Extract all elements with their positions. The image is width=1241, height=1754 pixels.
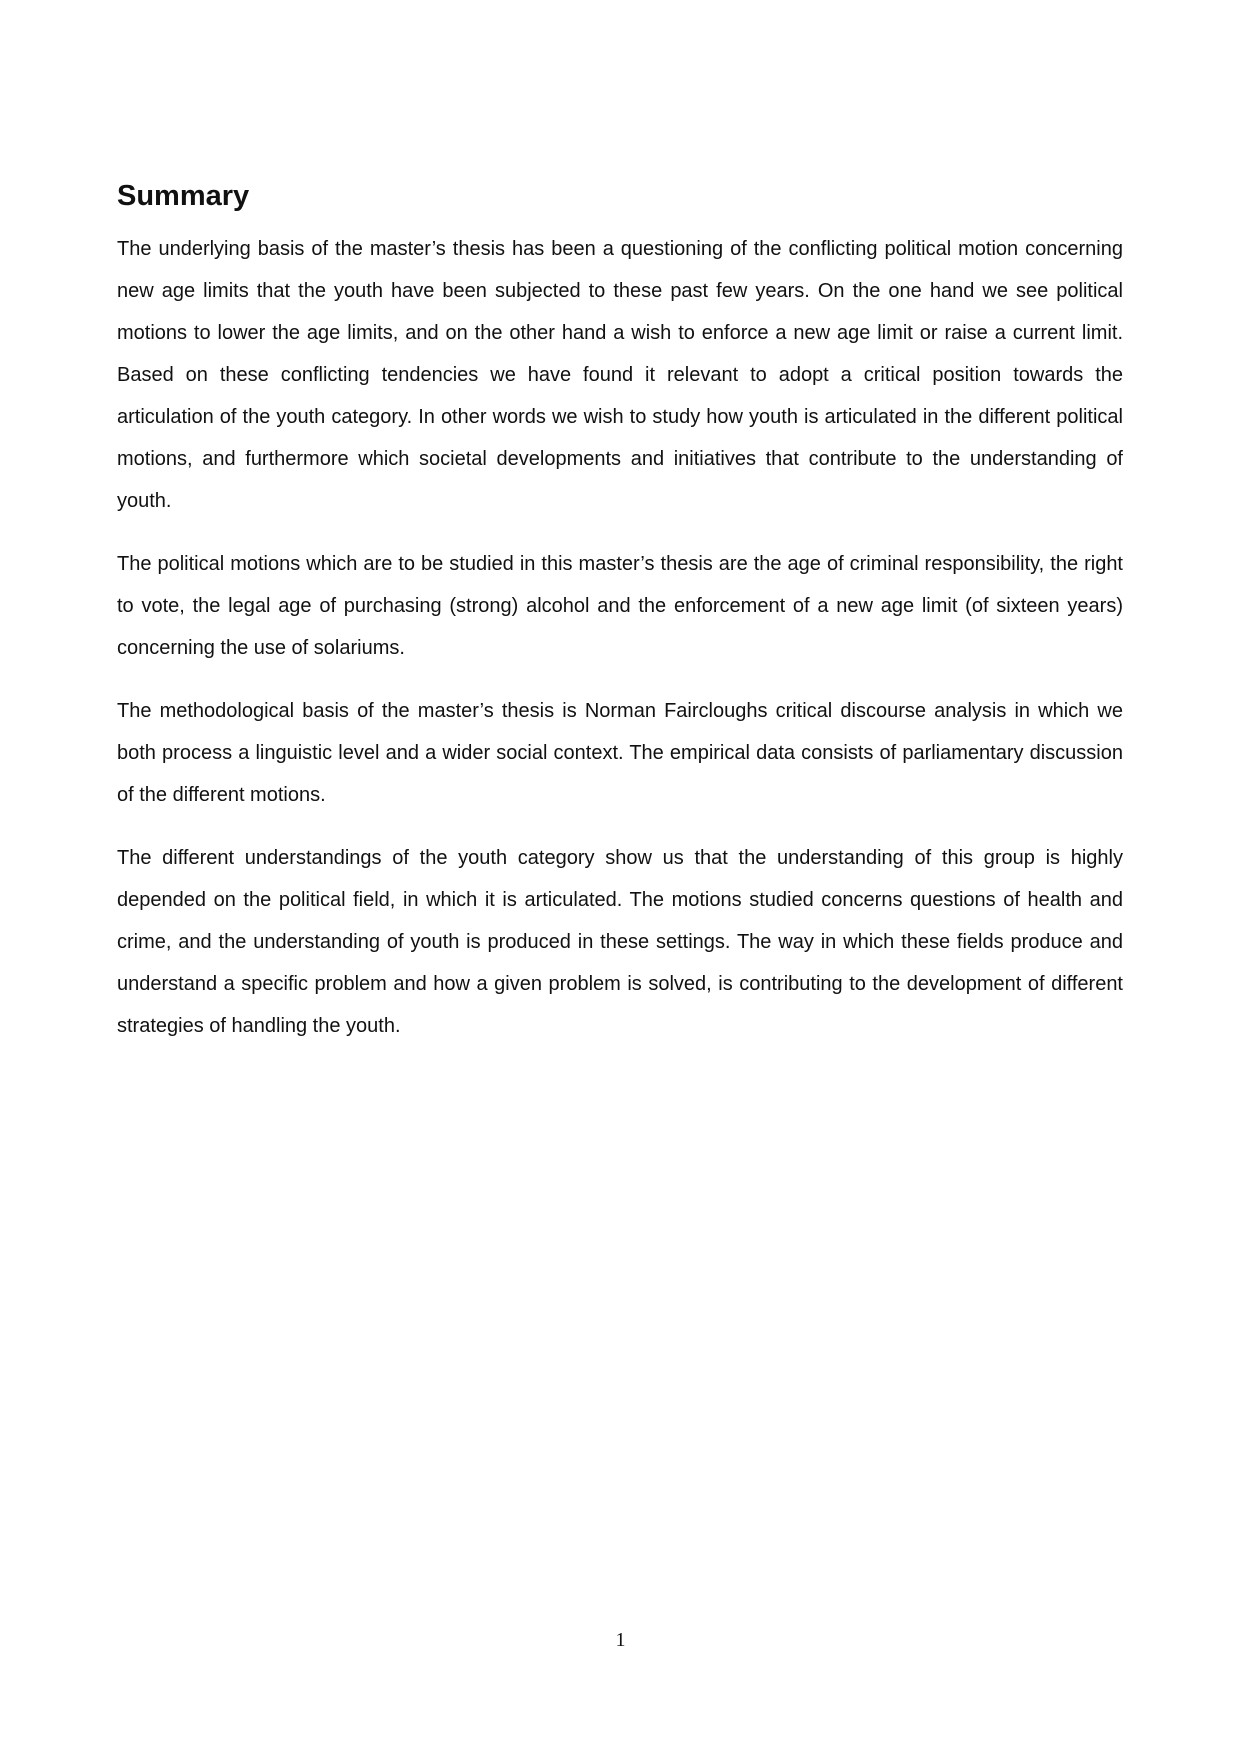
summary-paragraph-2: The political motions which are to be studied in this master’s thesis are the age of criminal responsibility, the right to vote, the legal age of purchasing (strong) alcohol and the enforcement of a new age limit (of sixteen years) concerning the use of solariums. [117,553,1123,659]
summary-paragraph-3: The methodological basis of the master’s thesis is Norman Faircloughs critical discourse analysis in which we both process a linguistic level and a wider social context. The empirical data consists of parliamentary discussion of the different motions. [117,700,1123,806]
section-heading: Summary [117,180,250,212]
summary-paragraph-4: The different understandings of the youth category show us that the understanding of this group is highly depended on the political field, in which it is articulated. The motions studied concerns questions of health and crime, and the understanding of youth is produced in these settings. The way in which these fields produce and understand a specific problem and how a given problem is solved, is contributing to the development of different strategies of handling the youth. [117,847,1123,1037]
page-number: 1 [615,1629,626,1651]
summary-paragraph-1: The underlying basis of the master’s thesis has been a questioning of the conflicting political motion concerning new age limits that the youth have been subjected to these past few years. On the one hand we see political motions to lower the age limits, and on the other hand a wish to enforce a new age limit or raise a current limit. Based on these conflicting tendencies we have found it relevant to adopt a critical position towards the articulation of the youth category. In other words we wish to study how youth is articulated in the different political motions, and furthermore which societal developments and initiatives that contribute to the understanding of youth. [117,238,1123,512]
page-content [117,178,1123,1068]
